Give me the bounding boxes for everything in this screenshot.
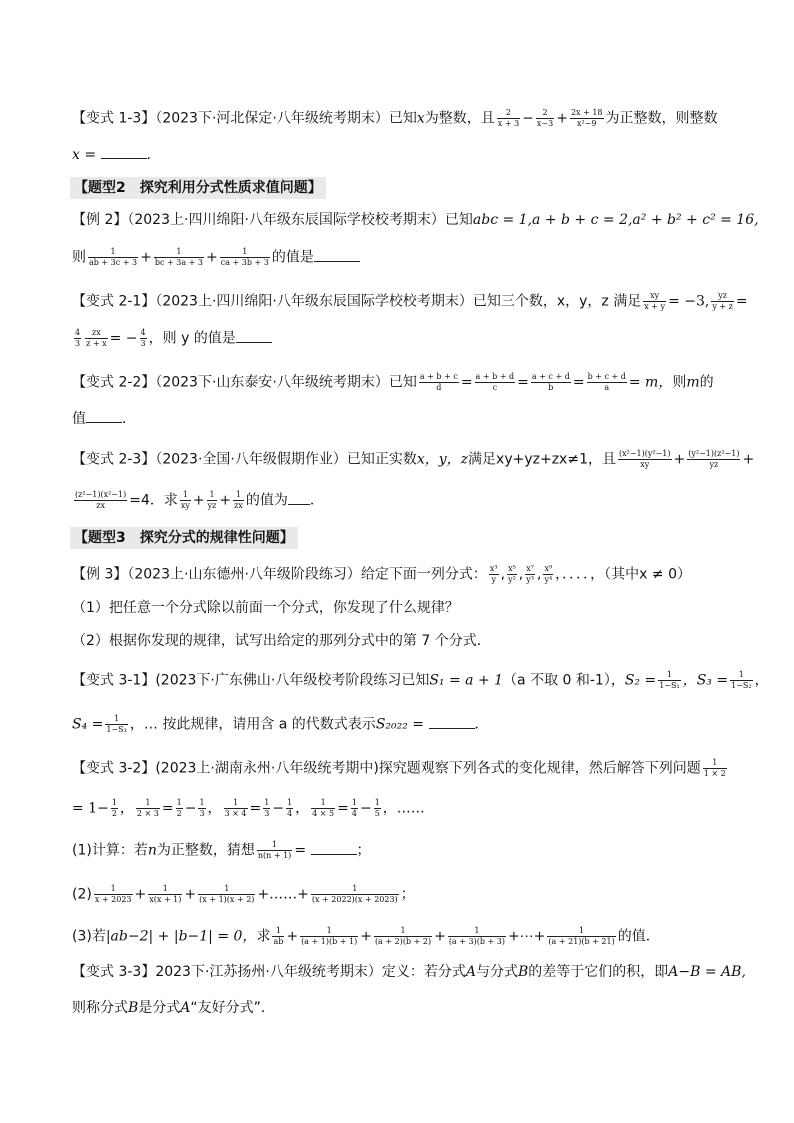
fraction-numerator: 1 <box>148 884 182 895</box>
fraction-numerator: (z²−1)(x²−1) <box>75 490 127 499</box>
fraction-numerator: 1 <box>374 926 432 937</box>
text: ． <box>146 147 161 163</box>
fraction-denominator: xy <box>180 501 190 510</box>
fraction <box>448 926 506 947</box>
fraction-numerator: 1 <box>233 490 244 501</box>
variant-2-2-line2 <box>72 410 734 428</box>
text: 为正整数，猜想 <box>156 842 255 859</box>
fraction-numerator: 1 <box>547 926 615 937</box>
fraction-numerator: 4 <box>75 328 81 337</box>
fraction-numerator: 1 <box>154 247 204 258</box>
text: 则 <box>672 374 687 391</box>
text: “友好分式”． <box>190 1000 275 1016</box>
text: 已知 <box>388 374 417 391</box>
fraction-numerator: xy <box>643 291 666 302</box>
fraction-denominator: bc + 3a + 3 <box>154 258 204 267</box>
fraction <box>543 564 553 585</box>
var-x: x <box>416 110 425 127</box>
fraction-denominator: 1−S₂ <box>731 681 752 690</box>
fraction-denominator: yz <box>207 501 217 510</box>
math: = − <box>109 330 138 347</box>
source-note: （2023上·四川绵阳·八年级东辰国际学校校考期末） <box>155 293 473 310</box>
fraction-numerator: 1 <box>180 490 191 501</box>
text: (3)若 <box>72 928 106 945</box>
math: S₄ = <box>72 716 104 733</box>
fraction <box>220 247 270 268</box>
text: ； <box>400 886 415 903</box>
fraction-denominator: x + 3 <box>497 119 520 128</box>
math: S₂ = <box>624 672 657 689</box>
fraction <box>74 490 127 511</box>
text: 已知 <box>401 672 430 689</box>
math: m <box>686 374 700 391</box>
text: ，…… <box>382 800 425 817</box>
text: 则称分式 <box>72 1000 128 1016</box>
variant-label: 【变式 2-2】 <box>72 374 156 391</box>
text: ， <box>119 800 134 817</box>
fraction-numerator: 1 <box>88 247 138 258</box>
fraction-numerator: a + b + c <box>419 372 458 381</box>
fraction-numerator: (y²−1)(z²−1) <box>688 449 740 458</box>
fraction-denominator: 3 × 4 <box>224 809 247 818</box>
fraction-denominator: 4 × 5 <box>312 809 335 818</box>
fraction-denominator: b <box>548 383 554 392</box>
fraction <box>207 490 218 511</box>
math: = <box>337 800 349 817</box>
fraction-numerator: 1 <box>207 490 218 501</box>
variant-2-2-line1 <box>72 372 734 393</box>
fraction-numerator: b + c + d <box>587 372 626 381</box>
fraction <box>497 108 520 129</box>
fraction <box>286 798 293 819</box>
math: = 1− <box>72 800 109 817</box>
fraction <box>311 798 335 819</box>
section-heading-3: 【题型3 探究分式的规律性问题】 <box>70 527 298 549</box>
fraction <box>272 926 284 947</box>
text: （a 不取 0 和-1）， <box>503 672 625 689</box>
math: S₁ = a + 1 <box>429 672 504 689</box>
fraction <box>154 247 204 268</box>
fraction-denominator: 1−S₁ <box>659 681 680 690</box>
fraction-denominator: a <box>604 383 610 392</box>
fraction-numerator: 1 <box>374 798 380 807</box>
section-heading-2: 【题型2 探究利用分式性质求值问题】 <box>70 177 326 199</box>
answer-blank[interactable] <box>429 716 475 729</box>
fraction <box>531 372 571 393</box>
fraction-denominator: y⁴ <box>544 575 553 584</box>
math: x = <box>72 147 97 163</box>
source-note: (2023下·广东佛山·八年级校考阶段练习 <box>155 672 402 689</box>
fraction <box>136 798 160 819</box>
fraction-denominator: x−3 <box>536 119 554 128</box>
answer-blank[interactable] <box>314 249 360 262</box>
fraction <box>105 714 127 735</box>
text: 则 <box>72 249 86 266</box>
math: +……+ <box>257 886 309 903</box>
fraction-denominator: x²−9 <box>576 119 597 128</box>
fraction-numerator: 1 <box>658 670 680 681</box>
fraction <box>536 108 554 129</box>
fraction-denominator: (a + 2)(b + 2) <box>374 937 432 946</box>
fraction-numerator: 1 <box>198 884 255 895</box>
fraction-numerator: 1 <box>351 798 357 807</box>
fraction-numerator: 2 <box>536 108 554 119</box>
fraction-numerator: x⁷ <box>526 564 534 573</box>
fraction-denominator: (a + 3)(b + 3) <box>448 937 505 946</box>
text: ． <box>474 716 489 733</box>
fraction-denominator: (a + 1)(b + 1) <box>301 937 358 946</box>
fraction-numerator: 1 <box>311 798 335 809</box>
variant-3-3-line2 <box>72 999 734 1017</box>
text: 已知 <box>444 212 473 228</box>
math-operator: + <box>184 886 197 903</box>
answer-blank[interactable] <box>288 492 310 505</box>
variant-1-3-line2 <box>72 146 734 164</box>
fraction <box>703 758 727 779</box>
fraction-numerator: 1 <box>257 840 292 851</box>
text: 已知三个数，x，y，z 满足 <box>472 293 642 310</box>
fraction-denominator: zx <box>96 501 105 510</box>
math-operator: + <box>360 928 372 945</box>
source-note: （2023下·河北保定·八年级统考期末） <box>155 110 389 127</box>
text: 值 <box>72 411 86 427</box>
fraction-numerator: zx <box>85 328 108 339</box>
fraction-denominator: 5 <box>374 809 380 818</box>
fraction-numerator: x⁹ <box>544 564 553 573</box>
math-operator: + <box>206 249 218 266</box>
source-note: （2023上·山东德州·八年级阶段练习） <box>127 566 361 583</box>
variant-3-1-line2 <box>72 714 734 735</box>
fraction <box>257 840 292 861</box>
fraction-denominator: n(n + 1) <box>257 851 292 860</box>
fraction <box>74 328 81 349</box>
text: =4．求 <box>129 492 178 509</box>
text: ，．．．．， <box>555 566 605 583</box>
math-operator: + <box>556 110 568 127</box>
fraction <box>176 798 183 819</box>
fraction-numerator: a + b + d <box>475 372 515 381</box>
fraction-denominator: ca + 3b + 3 <box>220 258 269 267</box>
fraction-numerator: yz <box>711 291 734 302</box>
text: ． <box>309 492 324 509</box>
fraction-numerator: x⁵ <box>508 564 516 573</box>
math: − <box>184 800 197 817</box>
variant-3-2-line2 <box>72 798 734 819</box>
variant-3-3-line1 <box>72 963 746 981</box>
text: 为正整数，则整数 <box>605 110 718 127</box>
math-operator: + <box>192 492 205 509</box>
text: (2) <box>72 886 92 903</box>
fraction-numerator: 1 <box>176 798 182 807</box>
fraction-numerator: 2x + 18 <box>570 108 603 117</box>
fraction <box>198 798 205 819</box>
math: B <box>128 1000 139 1016</box>
variant-2-1-line2 <box>72 328 734 349</box>
math-operator: + <box>219 492 232 509</box>
text: ，则 y 的值是 <box>148 330 236 347</box>
fraction-numerator: 1 <box>264 798 270 807</box>
example-3-question-1: （1）把任意一个分式除以前面一个分式，你发现了什么规律？ <box>72 600 459 616</box>
text: ； <box>356 842 371 859</box>
fraction <box>311 884 399 905</box>
fraction-denominator: d <box>436 383 442 392</box>
fraction-denominator: y² <box>508 575 516 584</box>
math: |ab−2| + |b−1| = 0， <box>105 928 257 945</box>
fraction <box>374 926 432 947</box>
math: ，S₃ = <box>682 672 729 689</box>
fraction-numerator: 1 <box>287 798 293 807</box>
fraction-denominator: z + x <box>86 339 107 348</box>
example-label: 【例 3】 <box>72 566 128 583</box>
fraction-numerator: 1 <box>224 798 248 809</box>
fraction-denominator: c <box>492 383 498 392</box>
math-operator: + <box>140 249 152 266</box>
fraction <box>475 372 516 393</box>
math: = <box>517 374 529 391</box>
fraction-denominator: (x + 1)(x + 2) <box>199 895 255 904</box>
math: + <box>742 451 755 468</box>
variant-1-3-line1 <box>72 108 734 129</box>
math: = <box>249 800 262 817</box>
text: 已知正实数 <box>346 451 417 468</box>
fraction-numerator: 4 <box>140 328 146 337</box>
fraction-denominator: 2 × 3 <box>136 809 159 818</box>
fraction-numerator: 1 <box>703 758 727 769</box>
fraction-denominator: 3 <box>264 809 270 818</box>
fraction-denominator: zx <box>234 501 243 510</box>
math: = <box>161 800 174 817</box>
fraction-denominator: x + 2023 <box>94 895 132 904</box>
fraction <box>111 798 118 819</box>
fraction <box>587 372 627 393</box>
fraction-denominator: 1−S₃ <box>106 725 127 734</box>
math: n <box>147 842 157 859</box>
fraction-numerator: 1 <box>448 926 506 937</box>
fraction-denominator: x(x + 1) <box>149 895 182 904</box>
fraction-numerator: a + c + d <box>531 372 570 381</box>
fraction <box>374 798 381 819</box>
fraction <box>658 670 680 691</box>
variant-3-2-question-3 <box>72 926 734 947</box>
fraction <box>351 798 358 819</box>
fraction <box>489 564 499 585</box>
math: = m， <box>628 374 673 391</box>
text: 已知 <box>388 110 417 127</box>
answer-blank[interactable] <box>86 410 122 423</box>
fraction <box>148 884 182 905</box>
example-label: 【例 2】 <box>72 212 128 228</box>
fraction-denominator: (x + 2022)(x + 2023) <box>311 895 398 904</box>
example-2-line1 <box>72 211 759 229</box>
fraction-denominator: (a + 21)(b + 21) <box>548 937 615 946</box>
text: (1)计算：若 <box>72 842 148 859</box>
fraction-denominator: ab <box>273 937 284 946</box>
fraction-numerator: 1 <box>105 714 127 725</box>
fraction-denominator: y + z <box>712 302 733 311</box>
variant-3-2-question-2 <box>72 884 734 905</box>
text: ，… 按此规律，请用含 a 的代数式表示 <box>129 716 376 733</box>
variant-2-1-line1 <box>72 291 748 312</box>
fraction <box>85 328 108 349</box>
source-note: （2023下·山东泰安·八年级统考期末） <box>155 374 389 391</box>
text: ， <box>754 672 769 689</box>
fraction-numerator: 1 <box>199 798 205 807</box>
math: x，y，z <box>416 451 469 468</box>
variant-label: 【变式 3-3】 <box>72 964 156 980</box>
math: A−B = AB, <box>668 964 746 980</box>
math: − <box>359 800 372 817</box>
math: abc = 1,a + b + c = 2,a² + b² + c² = 16, <box>472 212 759 228</box>
math: A <box>180 1000 191 1016</box>
math: S₂₀₂₂ = <box>375 716 425 733</box>
answer-blank[interactable] <box>101 146 147 159</box>
fraction <box>198 884 255 905</box>
text: 的 <box>699 374 714 391</box>
fraction-numerator: 1 <box>272 926 284 937</box>
text: 给定下面一列分式： <box>360 566 487 583</box>
text: （其中x ≠ 0） <box>604 566 691 583</box>
fraction-denominator: 2 <box>111 809 117 818</box>
example-3-question-2: （2）根据你发现的规律，试写出给定的那列分式中的第 7 个分式． <box>72 633 491 649</box>
fraction <box>180 490 191 511</box>
fraction <box>94 884 133 905</box>
text: 的值． <box>617 928 660 945</box>
fraction <box>618 449 672 470</box>
fraction-numerator: 1 <box>220 247 270 258</box>
fraction <box>643 291 666 312</box>
fraction-denominator: 2 <box>176 809 182 818</box>
fraction-numerator: 2 <box>497 108 520 119</box>
math: B <box>517 964 529 980</box>
fraction <box>88 247 138 268</box>
fraction-denominator: 3 <box>140 339 146 348</box>
fraction-denominator: yz <box>709 460 719 469</box>
text: 与分式 <box>475 964 518 980</box>
source-note: 2023下·江苏扬州·八年级统考期末） <box>155 964 382 980</box>
fraction <box>263 798 270 819</box>
fraction-numerator: 1 <box>730 670 752 681</box>
text: 的值是 <box>271 249 314 266</box>
fraction-denominator: 3 <box>199 809 205 818</box>
fraction-numerator: (x²−1)(y²−1) <box>618 449 671 458</box>
fraction <box>687 449 740 470</box>
fraction <box>525 564 535 585</box>
variant-label: 【变式 1-3】 <box>72 110 156 127</box>
text: 定义：若分式 <box>381 964 466 980</box>
math: − <box>272 800 285 817</box>
math: +⋯+ <box>507 928 546 945</box>
fraction <box>730 670 752 691</box>
text: 的差等于它们的积，即 <box>528 964 669 980</box>
variant-label: 【变式 3-2】 <box>72 760 156 777</box>
text: ， <box>295 800 310 817</box>
fraction-denominator: ab + 3c + 3 <box>89 258 138 267</box>
source-note: （2023·全国·八年级假期作业） <box>155 451 347 468</box>
example-3-line1: 【例 3】（2023上·山东德州·八年级阶段练习）给定下面一列分式： $\frac{\text{x³}}{y}$ , $\frac{\text{x⁵}}{\text{y²}}$ , $\frac{\text{x⁷}}{\text{y³}}$ , $\frac{\text{x⁹}}{\text{y⁴}}$ ，．．．．，（其中x ≠ 0） <box>72 564 691 584</box>
answer-blank[interactable] <box>236 330 272 343</box>
text: 求 <box>256 928 271 945</box>
math: = −3, <box>668 293 710 310</box>
variant-3-2-question-1 <box>72 840 734 861</box>
variant-2-3-line2 <box>72 490 734 511</box>
fraction <box>140 328 147 349</box>
example-2-line2 <box>72 247 734 268</box>
fraction <box>547 926 615 947</box>
fraction-numerator: 1 <box>136 798 160 809</box>
math: = <box>735 293 748 310</box>
fraction <box>711 291 734 312</box>
fraction <box>419 372 459 393</box>
fraction-denominator: 4 <box>287 809 293 818</box>
text: 是分式 <box>138 1000 181 1016</box>
text: 为整数，且 <box>424 110 495 127</box>
variant-3-1-line1 <box>72 670 769 691</box>
fraction <box>507 564 517 585</box>
source-note: (2023上·湖南永州·八年级统考期中) <box>155 760 379 777</box>
fraction <box>233 490 244 511</box>
math-operator: + <box>134 886 147 903</box>
fraction <box>570 108 604 129</box>
math: A <box>465 964 476 980</box>
fraction-numerator: 1 <box>94 884 133 895</box>
variant-3-2-line1 <box>72 758 734 779</box>
answer-blank[interactable] <box>311 842 357 855</box>
fraction-numerator: 1 <box>311 884 399 895</box>
fraction-denominator: y <box>491 575 497 584</box>
math-operator: + <box>434 928 446 945</box>
math-operator: + <box>286 928 299 945</box>
fraction-denominator: 1 × 2 <box>703 769 726 778</box>
fraction-denominator: y³ <box>526 575 534 584</box>
math-operator: − <box>522 110 534 127</box>
variant-label: 【变式 3-1】 <box>72 672 156 689</box>
text: ． <box>122 411 136 427</box>
variant-2-3-line1 <box>72 449 755 470</box>
fraction <box>224 798 248 819</box>
fraction-numerator: x³ <box>489 564 498 573</box>
fraction <box>300 926 358 947</box>
math: + <box>673 451 686 468</box>
math: = <box>460 374 473 391</box>
variant-label: 【变式 2-1】 <box>72 293 156 310</box>
text: ， <box>207 800 222 817</box>
math: = <box>294 842 307 859</box>
source-note: （2023上·四川绵阳·八年级东辰国际学校校考期末） <box>127 212 445 228</box>
text: 探究题观察下列各式的变化规律，然后解答下列问题 <box>378 760 701 777</box>
fraction-denominator: 3 <box>75 339 81 348</box>
fraction-denominator: x + y <box>644 302 666 311</box>
fraction-denominator: xy <box>640 460 650 469</box>
text: 的值为 <box>245 492 288 509</box>
text: 满足xy+yz+zx≠1，且 <box>468 451 616 468</box>
math: = <box>572 374 585 391</box>
fraction-numerator: 1 <box>111 798 117 807</box>
fraction-numerator: 1 <box>300 926 358 937</box>
fraction-denominator: 4 <box>351 809 357 818</box>
variant-label: 【变式 2-3】 <box>72 451 156 468</box>
